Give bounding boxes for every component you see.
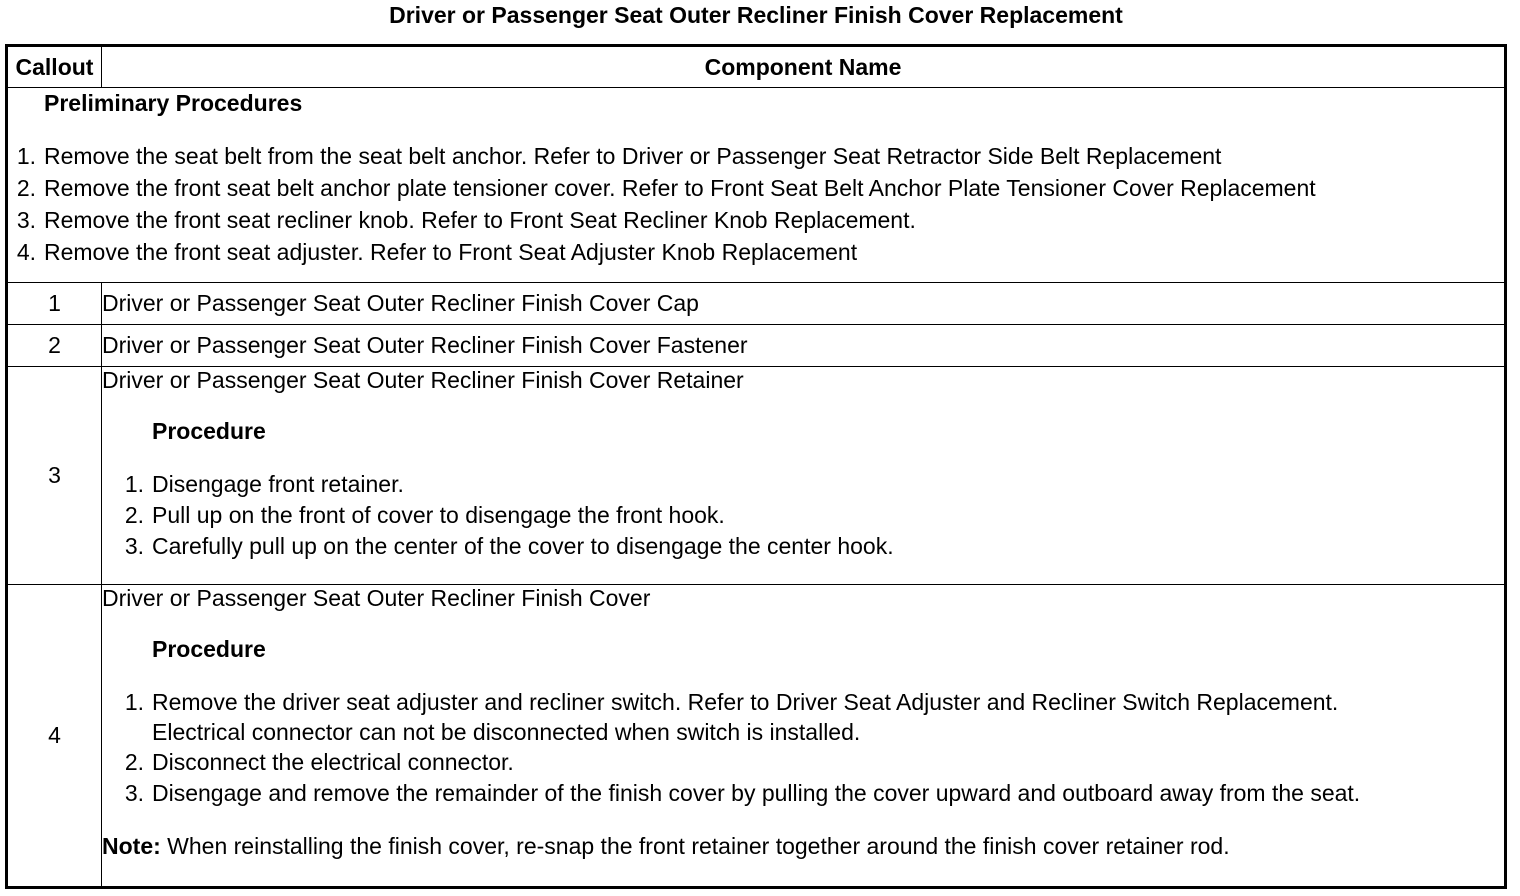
component-header: Component Name xyxy=(102,46,1506,88)
header-row xyxy=(7,46,1506,88)
component-name: Driver or Passenger Seat Outer Recliner Finish Cover xyxy=(102,585,651,611)
table-row xyxy=(7,367,1506,585)
step-text: Carefully pull up on the center of the cover to disengage the center hook. xyxy=(152,533,894,559)
list-item xyxy=(16,204,1504,236)
callout-cell: 2 xyxy=(7,325,102,367)
step-number: 3. xyxy=(124,533,144,559)
preliminary-procedures xyxy=(7,88,1506,283)
component-name: Driver or Passenger Seat Outer Recliner Finish Cover Retainer xyxy=(102,367,744,393)
step-number: 3. xyxy=(124,780,144,806)
step-text: Remove the front seat recliner knob. Refer to Front Seat Recliner Knob Replacement. xyxy=(44,207,916,233)
list-item xyxy=(124,531,1504,562)
list-item xyxy=(124,469,1504,500)
preliminary-steps xyxy=(8,140,1504,268)
step-text: Remove the front seat belt anchor plate tensioner cover. Refer to Front Seat Belt Anchor Plate Tensioner Cover Replacement xyxy=(44,175,1316,201)
component-detail xyxy=(102,585,1506,888)
step-text: Disengage front retainer. xyxy=(152,471,404,497)
list-item xyxy=(16,140,1504,172)
step-number: 2. xyxy=(124,502,144,528)
step-text: Remove the front seat adjuster. Refer to Front Seat Adjuster Knob Replacement xyxy=(44,239,858,265)
step-number: 3. xyxy=(16,207,36,233)
step-text: Disengage and remove the remainder of the finish cover by pulling the cover upward and outboard away from the seat. xyxy=(152,780,1361,806)
callout-cell: 4 xyxy=(7,585,102,888)
procedure-title: Procedure xyxy=(152,418,266,444)
note-text: When reinstalling the finish cover, re-snap the front retainer together around the finish cover retainer rod. xyxy=(160,833,1230,859)
page-title: Driver or Passenger Seat Outer Recliner Finish Cover Replacement xyxy=(389,2,1123,28)
list-item xyxy=(124,687,1504,747)
step-text: Remove the seat belt from the seat belt anchor. Refer to Driver or Passenger Seat Retractor Side Belt Replacement xyxy=(44,143,1222,169)
component-table xyxy=(5,44,1507,889)
list-item xyxy=(16,236,1504,268)
table-row xyxy=(7,585,1506,888)
step-number: 1. xyxy=(124,471,144,497)
preliminary-row xyxy=(7,88,1506,283)
component-detail xyxy=(102,367,1506,585)
step-number: 1. xyxy=(16,143,36,169)
note-label: Note: xyxy=(102,833,161,859)
list-item xyxy=(124,747,1504,778)
step-number: 2. xyxy=(16,175,36,201)
callout-cell: 1 xyxy=(7,283,102,325)
procedure-steps xyxy=(102,687,1504,809)
procedure-title: Procedure xyxy=(152,636,266,662)
step-number: 4. xyxy=(16,239,36,265)
list-item xyxy=(124,500,1504,531)
list-item xyxy=(124,778,1504,809)
step-text: Disconnect the electrical connector. xyxy=(152,749,514,775)
procedure-steps xyxy=(102,469,1504,562)
step-number: 1. xyxy=(124,689,144,715)
step-number: 2. xyxy=(124,749,144,775)
component-name: Driver or Passenger Seat Outer Recliner Finish Cover Fastener xyxy=(102,325,1506,367)
note xyxy=(102,831,1504,861)
table-row xyxy=(7,283,1506,325)
list-item xyxy=(16,172,1504,204)
callout-cell: 3 xyxy=(7,367,102,585)
callout-header: Callout xyxy=(7,46,102,88)
step-text-continued: Electrical connector can not be disconnected when switch is installed. xyxy=(152,719,861,745)
step-text: Remove the driver seat adjuster and recliner switch. Refer to Driver Seat Adjuster and Recliner Switch Replacement. xyxy=(152,689,1339,715)
preliminary-title: Preliminary Procedures xyxy=(44,90,303,116)
step-text: Pull up on the front of cover to disengage the front hook. xyxy=(152,502,725,528)
component-name: Driver or Passenger Seat Outer Recliner Finish Cover Cap xyxy=(102,283,1506,325)
table-row xyxy=(7,325,1506,367)
